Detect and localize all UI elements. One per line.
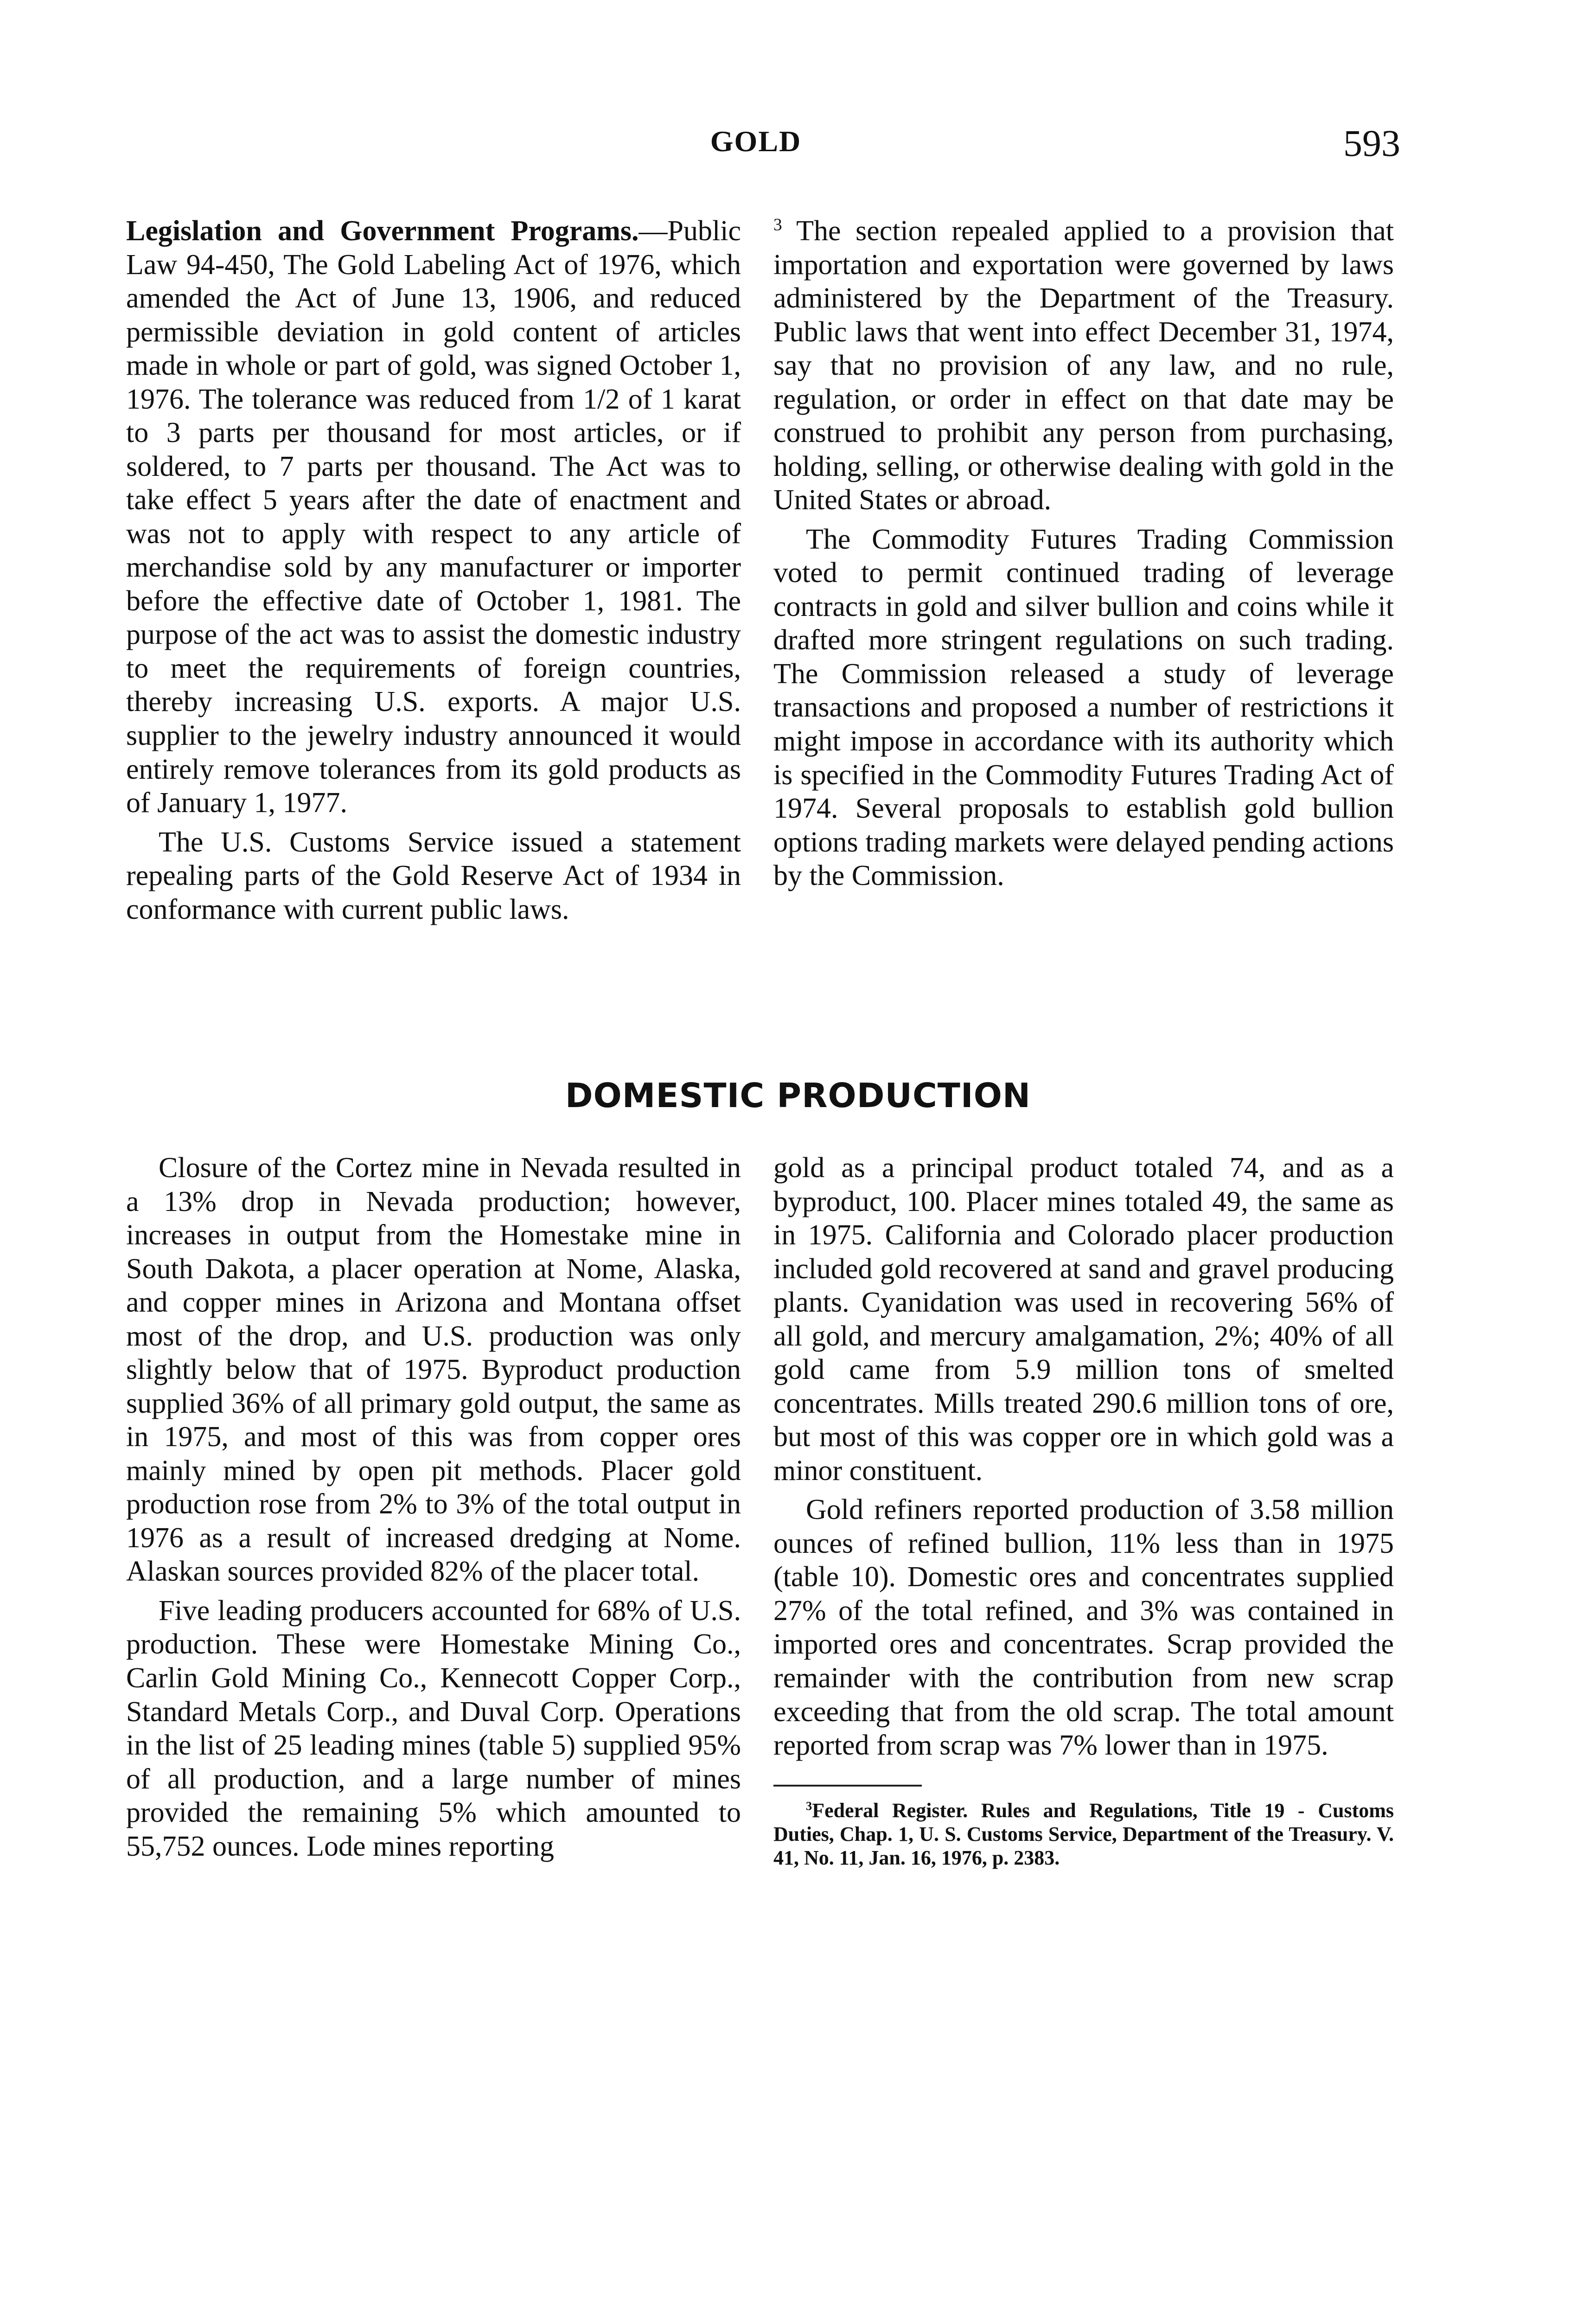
legislation-heading: Legislation and Government Programs.: [126, 215, 639, 247]
legislation-column-left: [126, 214, 741, 932]
domestic-column-left: [126, 1151, 741, 1869]
footnote-marker: 3: [806, 1798, 812, 1813]
page-number: 593: [1343, 122, 1400, 164]
legislation-column-right: [773, 214, 1394, 898]
domestic-paragraph-1: Closure of the Cortez mine in Nevada resulted in a 13% drop in Nevada production; however, increases in output from the Homestake mine in South Dakota, a placer operation at Nome, Alaska, and copper mines in Arizona and Montana offset most of the drop, and U.S. production was only slightly below that of 1975. Byproduct production supplied 36% of all primary gold output, the same as in 1975, and most of this was from copper ores mainly mined by open pit methods. Placer gold production rose from 2% to 3% of the total output in 1976 as a result of increased dredging at Nome. Alaskan sources provided 82% of the placer total.: [126, 1152, 741, 1588]
footnote-text: Federal Register. Rules and Regulations, Title 19 - Customs Duties, Chap. 1, U. S. Customs Service, Department of the Treasury. V. 41, No. 11, Jan. 16, 1976, p. 2383.: [773, 1799, 1394, 1869]
footnote-divider: [773, 1785, 922, 1787]
running-title: GOLD: [710, 125, 802, 158]
footnote: [773, 1799, 1394, 1870]
domestic-paragraph-2: Five leading producers accounted for 68% of U.S. production. These were Homestake Mining Co., Carlin Gold Mining Co., Kennecott Copper Corp., Standard Metals Corp., and Duval Corp. Operations in the list of 25 leading mines (table 5) supplied 95% of all production, and a large number of mines provided the remaining 5% which amounted to 55,752 ounces. Lode mines reporting: [126, 1595, 741, 1862]
legislation-paragraph-3: The Commodity Futures Trading Commission voted to permit continued trading of leverage contracts in gold and silver bullion and coins while it drafted more stringent regulations on such trading. The Commission released a study of leverage transactions and proposed a number of restrictions it might impose in accordance with its authority which is specified in the Commodity Futures Trading Act of 1974. Several proposals to establish gold bullion options trading markets were delayed pending actions by the Commission.: [773, 523, 1394, 892]
legislation-paragraph-1-text: —Public Law 94-450, The Gold Labeling Act of 1976, which amended the Act of June 13, 1906, and reduced permissible deviation in gold content of articles made in whole or part of gold, was signed October 1, 1976. The tolerance was reduced from 1/2 of 1 karat to 3 parts per thousand for most articles, or if soldered, to 7 parts per thousand. The Act was to take effect 5 years after the date of enactment and was not to apply with respect to any article of merchandise sold by any manufacturer or importer before the effective date of October 1, 1981. The purpose of the act was to assist the domestic industry to meet the requirements of foreign countries, thereby increasing U.S. exports. A major U.S. supplier to the jewelry industry announced it would entirely remove tolerances from its gold products as of January 1, 1977.: [126, 215, 741, 819]
domestic-paragraph-2-continued: gold as a principal product totaled 74, and as a byproduct, 100. Placer mines totaled 49, the same as in 1975. California and Colorado placer production included gold recovered at sand and gravel producing plants. Cyanidation was used in recovering 56% of all gold, and mercury amalgamation, 2%; 40% of all gold came from 5.9 million tons of smelted concentrates. Mills treated 290.6 million tons of ore, but most of this was copper ore in which gold was a minor constituent.: [773, 1152, 1394, 1486]
section-heading: DOMESTIC PRODUCTION: [565, 1076, 1031, 1115]
domestic-paragraph-3: Gold refiners reported production of 3.58 million ounces of refined bullion, 11% less than in 1975 (table 10). Domestic ores and concentrates supplied 27% of the total refined, and 3% was contained in imported ores and concentrates. Scrap provided the remainder with the contribution from new scrap exceeding that from the old scrap. The total amount reported from scrap was 7% lower than in 1975.: [773, 1494, 1394, 1762]
legislation-paragraph-2: The U.S. Customs Service issued a statement repealing parts of the Gold Reserve Act of 1934 in conformance with current public laws.: [126, 826, 741, 925]
domestic-column-right: [773, 1151, 1394, 1875]
footnote-reference: 3: [773, 215, 782, 235]
legislation-paragraph-2-continued: $^3$ The section repealed applied to a provision that importation and exportation were governed by laws administered by the Department of the Treasury. Public laws that went into effect December 31, 1974, say that no provision of any law, and no rule, regulation, or order in effect on that date may be construed to prohibit any person from purchasing, holding, selling, or otherwise dealing with gold in the United States or abroad.: [773, 215, 1394, 516]
legislation-paragraph-1: [126, 214, 741, 820]
